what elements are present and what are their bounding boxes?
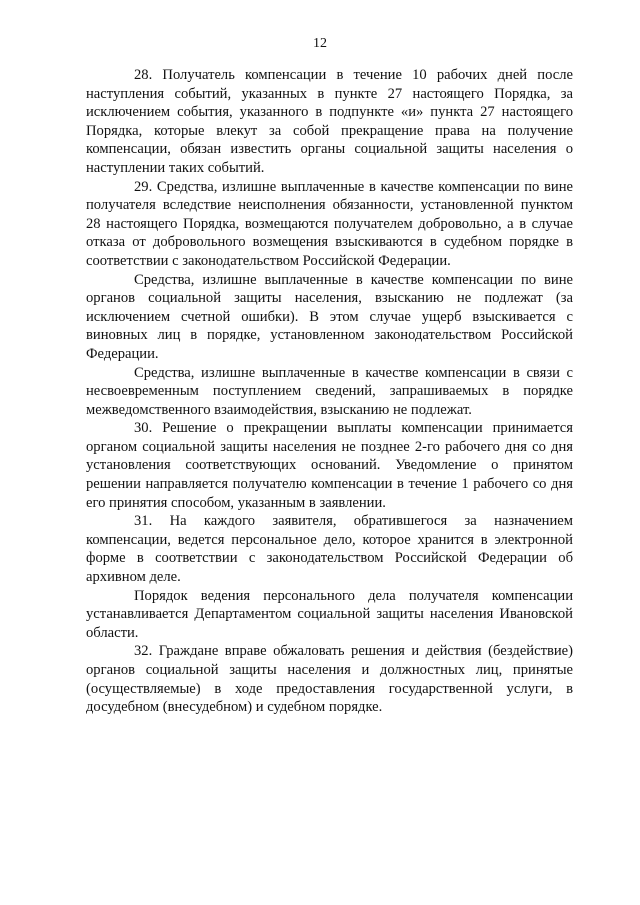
paragraph-31-procedure: Порядок ведения персонального дела получателя компенсации устанавливается Департаментом социальной защиты населения Ивановской области. (86, 587, 573, 641)
paragraph-29-authority-error: Средства, излишне выплаченные в качестве компенсации по вине органов социальной защиты населения, взысканию не подлежат (за исключением счетной ошибки). В этом случае ущерб взыскивается с виновных лиц в порядке, установленном законодательством Российской Федерации. (86, 271, 573, 362)
paragraph-32: 32. Граждане вправе обжаловать решения и действия (бездействие) органов социальной защиты населения и должностных лиц, принятые (осуществляемые) в ходе предоставления государственной услуги, в досудебном (внесудебном) и судебном порядке. (86, 643, 573, 716)
paragraph-31: 31. На каждого заявителя, обратившегося за назначением компенсации, ведется персональное дело, которое хранится в электронной форме в соответствии с законодательством Российской Федерации об архивном деле. (86, 513, 573, 586)
document-body (86, 66, 573, 717)
paragraph-29-late-data: Средства, излишне выплаченные в качестве компенсации в связи с несвоевременным поступлением сведений, запрашиваемых в порядке межведомственного взаимодействия, взысканию не подлежат. (86, 364, 573, 418)
paragraph-28: 28. Получатель компенсации в течение 10 рабочих дней после наступления событий, указанных в пункте 27 настоящего Порядка, за исключением события, указанного в подпункте «и» пункта 27 настоящего Порядка, которые влекут за собой прекращение права на получение компенсации, обязан известить органы социальной защиты населения о наступлении таких событий. (86, 67, 573, 176)
page-number: 12 (313, 36, 327, 51)
paragraph-30: 30. Решение о прекращении выплаты компенсации принимается органом социальной защиты населения не позднее 2-го рабочего дня со дня установления соответствующих оснований. Уведомление о принятом решении направляется получателю компенсации в течение 1 рабочего со дня его принятия способом, указанным в заявлении. (86, 420, 573, 511)
paragraph-29: 29. Средства, излишне выплаченные в качестве компенсации по вине получателя вследствие неисполнения обязанности, установленной пунктом 28 настоящего Порядка, возмещаются получателем добровольно, а в случае отказа от добровольного возмещения взыскиваются в судебном порядке в соответствии с законодательством Российской Федерации. (86, 178, 573, 269)
